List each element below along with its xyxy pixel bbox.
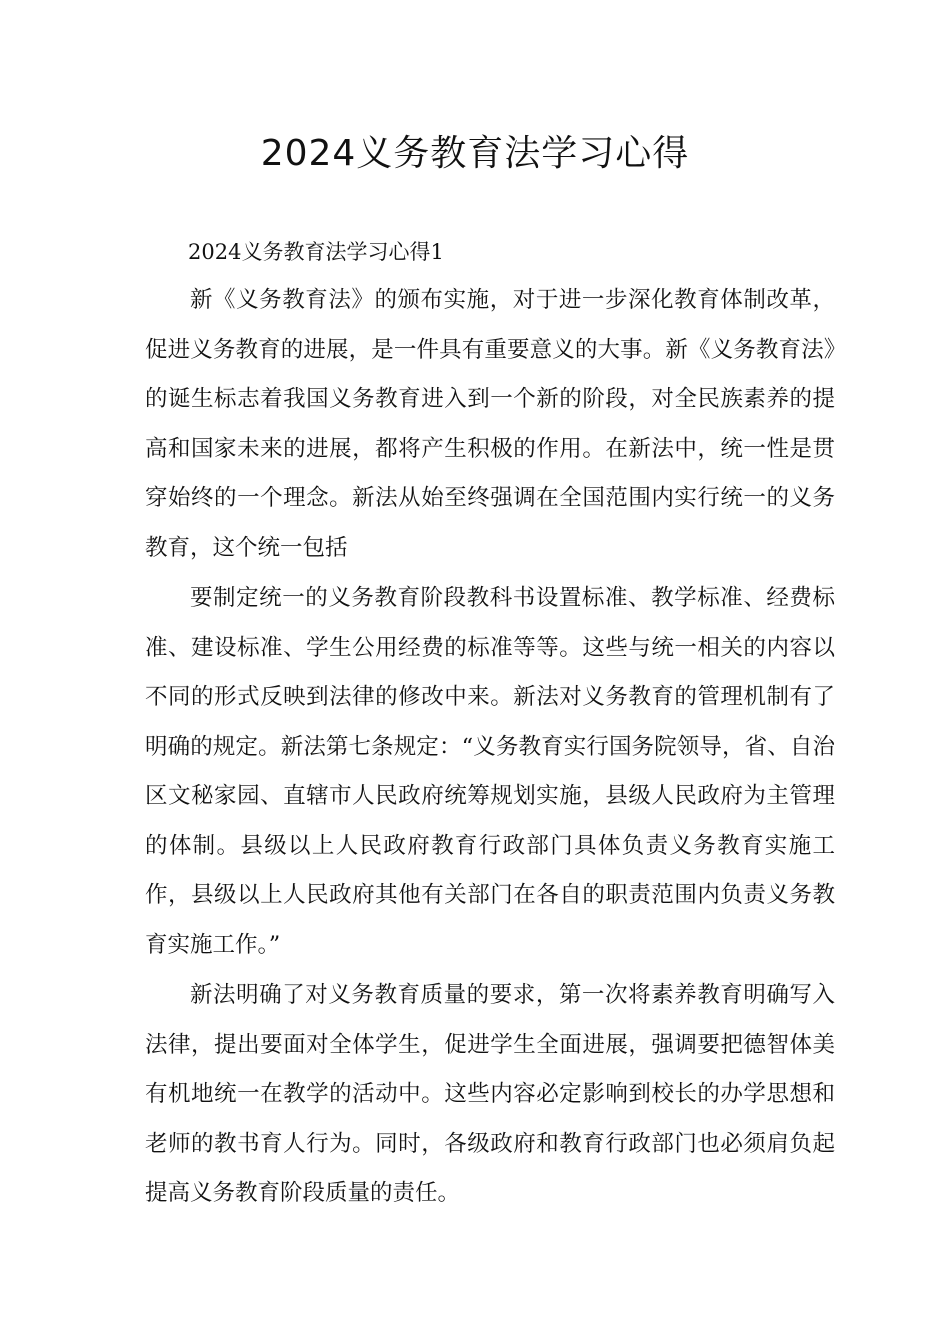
paragraph-3: 新法明确了对义务教育质量的要求，第一次将素养教育明确写入法律，提出要面对全体学生，促进学生全面进展，强调要把德智体美有机地统一在教学的活动中。这些内容必定影响到校长的办学思想和老师的教书育人行为。同时，各级政府和教育行政部门也必须肩负起提高义务教育阶段质量的责任。 <box>145 982 835 1206</box>
section-subtitle: 2024义务教育法学习心得1 <box>188 240 444 264</box>
paragraph-1: 新《义务教育法》的颁布实施，对于进一步深化教育体制改革，促进义务教育的进展，是一件具有重要意义的大事。新《义务教育法》的诞生标志着我国义务教育进入到一个新的阶段，对全民族素养的提高和国家未来的进展，都将产生积极的作用。在新法中，统一性是贯穿始终的一个理念。新法从始至终强调在全国范围内实行统一的义务教育，这个统一包括 <box>145 287 835 561</box>
paragraph-2: 要制定统一的义务教育阶段教科书设置标准、教学标准、经费标准、建设标准、学生公用经费的标准等等。这些与统一相关的内容以不同的形式反映到法律的修改中来。新法对义务教育的管理机制有了明确的规定。新法第七条规定：“义务教育实行国务院领导，省、自治区文秘家园、直辖市人民政府统筹规划实施，县级人民政府为主管理的体制。县级以上人民政府教育行政部门具体负责义务教育实施工作，县级以上人民政府其他有关部门在各自的职责范围内负责义务教育实施工作。” <box>145 585 835 958</box>
document-title: 2024义务教育法学习心得 <box>260 133 690 174</box>
